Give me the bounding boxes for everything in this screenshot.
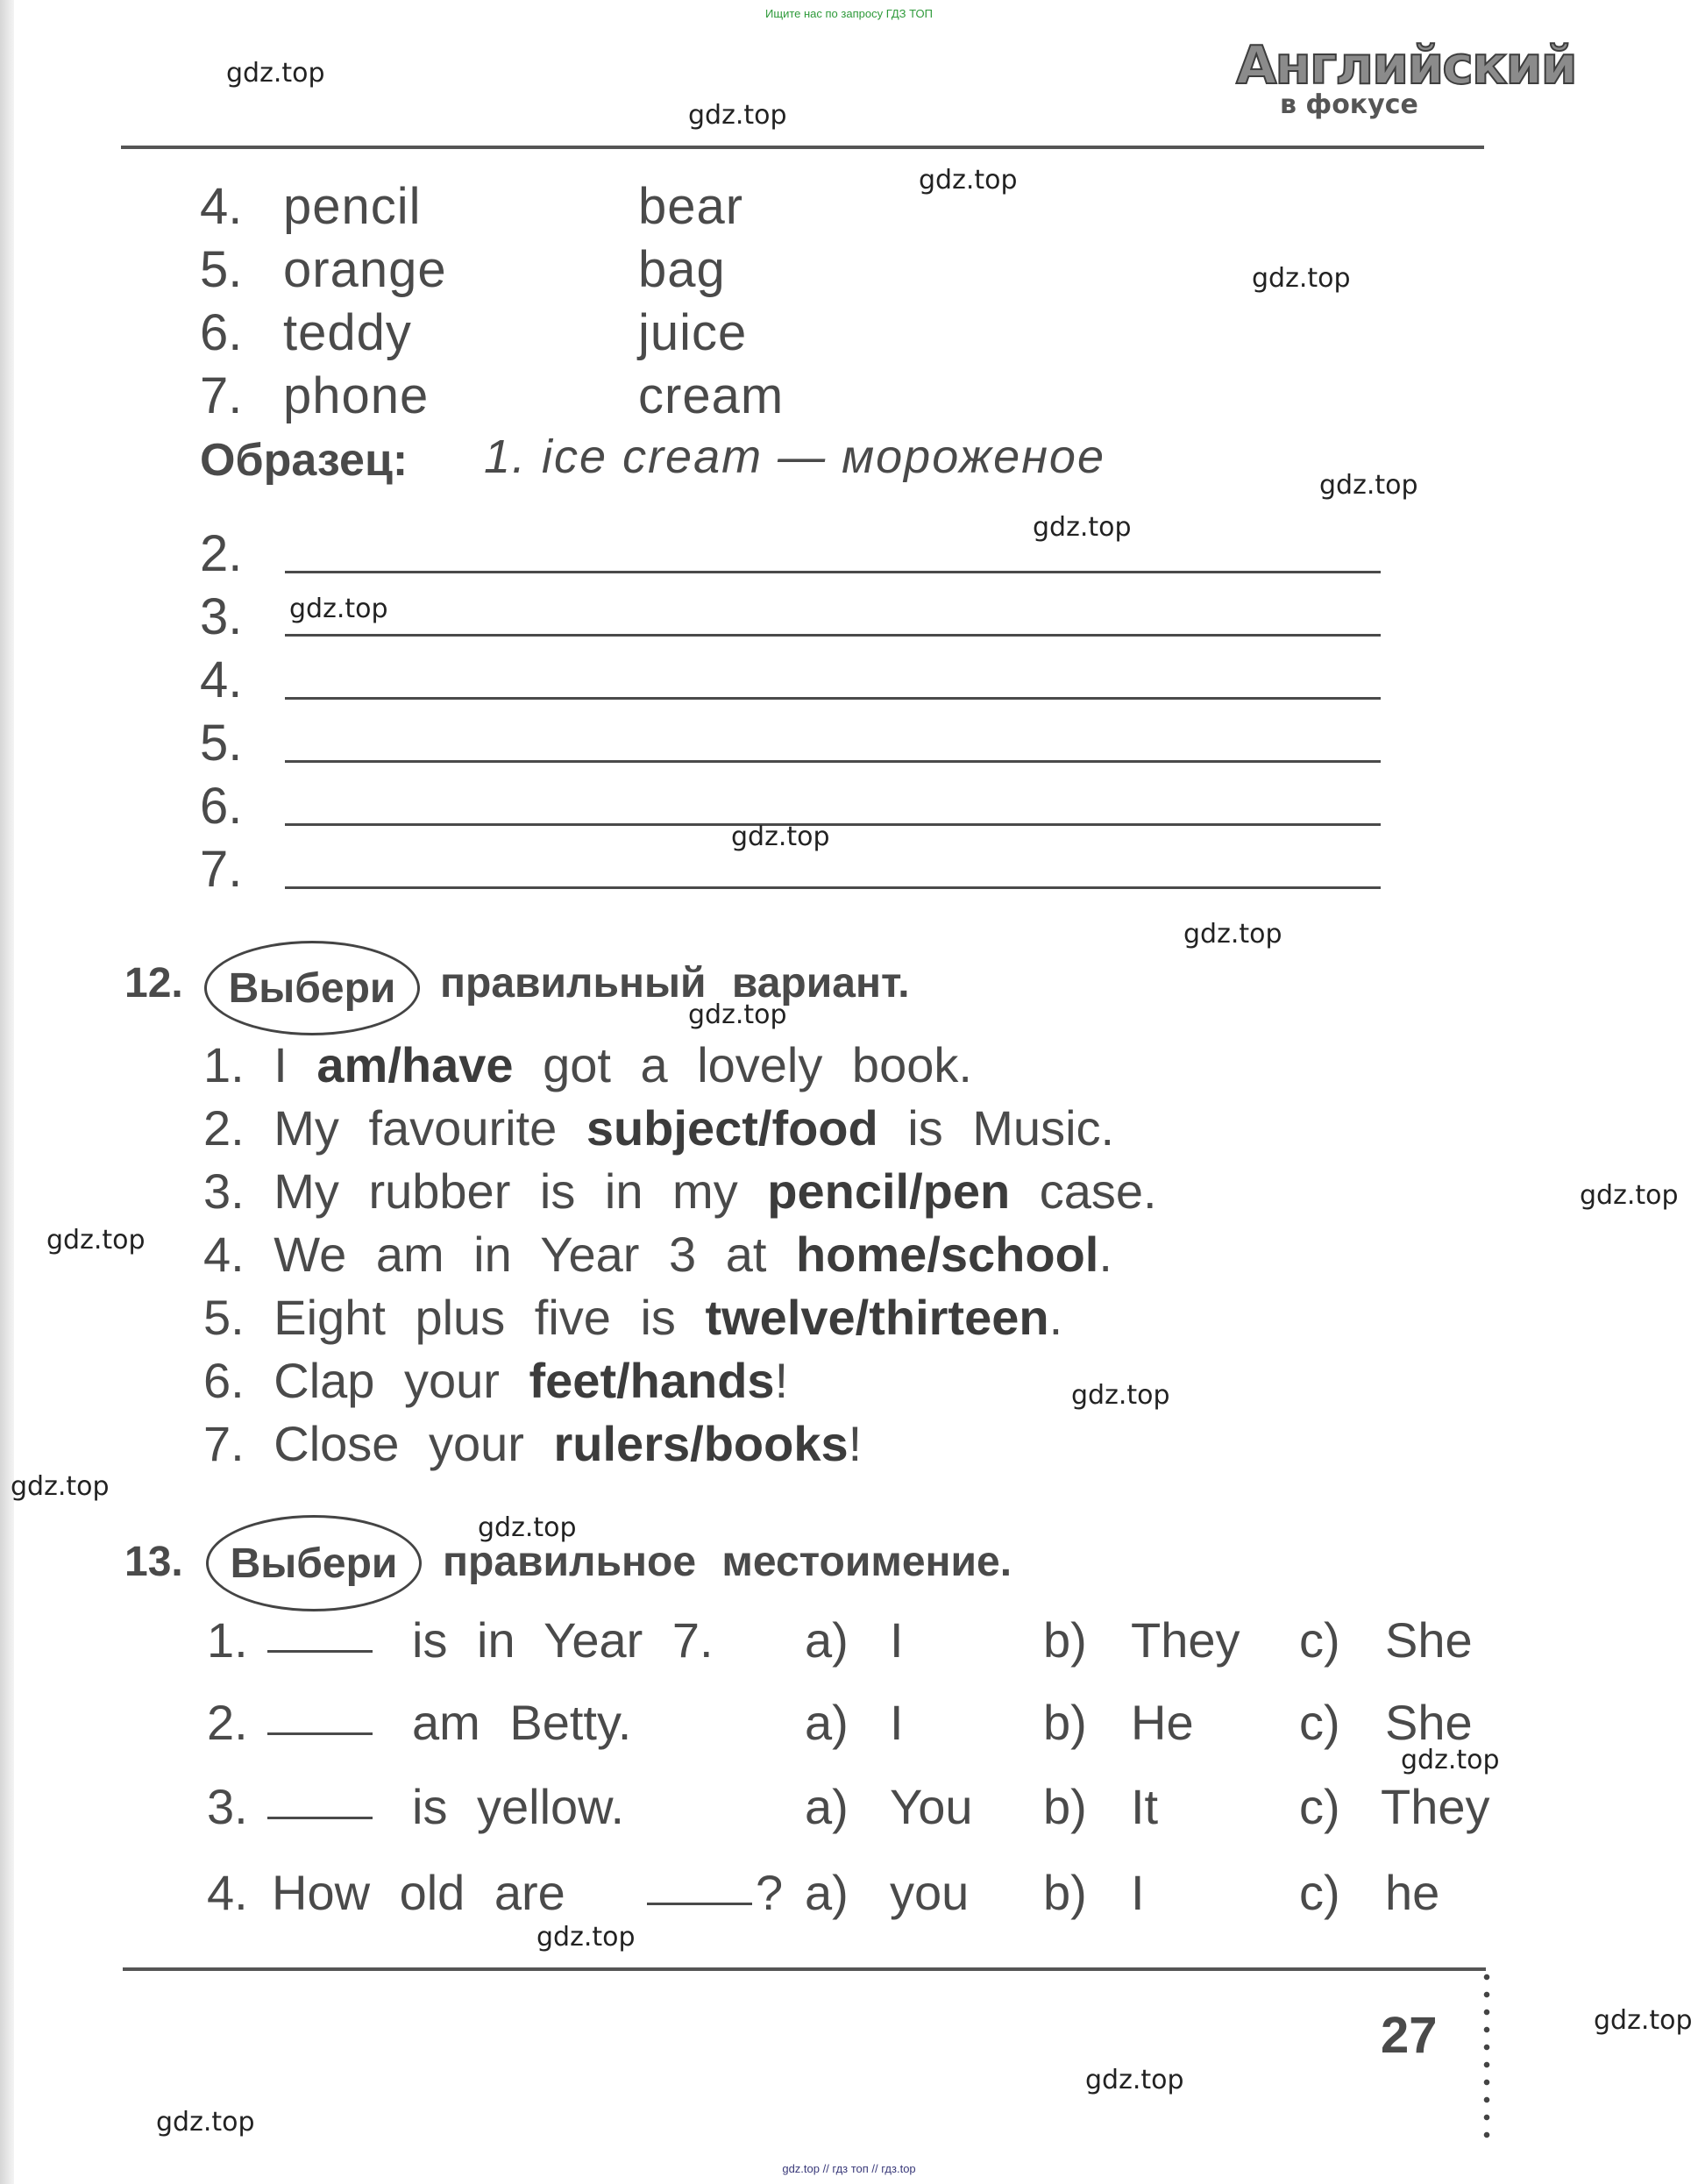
option-a[interactable]: you bbox=[890, 1865, 970, 1920]
choice-options[interactable]: feet/hands bbox=[529, 1353, 775, 1408]
left-word: teddy bbox=[283, 304, 412, 361]
sentence-item bbox=[203, 1415, 862, 1472]
choice-options[interactable]: subject/food bbox=[586, 1100, 878, 1156]
right-word: bag bbox=[638, 241, 726, 298]
row-number: 7. bbox=[200, 367, 243, 424]
item-tail: ? bbox=[756, 1865, 784, 1920]
answer-line[interactable] bbox=[285, 634, 1381, 637]
answer-number: 6. bbox=[200, 778, 243, 835]
left-word: pencil bbox=[283, 178, 422, 235]
sentence-item bbox=[203, 1036, 972, 1093]
option-a[interactable]: You bbox=[890, 1779, 973, 1834]
circled-instruction-word bbox=[204, 941, 420, 1035]
watermark: gdz.top bbox=[1033, 512, 1132, 543]
dotted-edge bbox=[1483, 1968, 1490, 2144]
bottom-banner: gdz.top // гдз топ // гдз.top bbox=[782, 2162, 916, 2175]
option-a-label: a) bbox=[805, 1865, 849, 1920]
watermark: gdz.top bbox=[536, 1922, 636, 1953]
left-word: orange bbox=[283, 241, 447, 298]
watermark: gdz.top bbox=[688, 100, 787, 131]
sentence-number: 6. bbox=[203, 1353, 245, 1408]
circled-word-text: Выбери bbox=[228, 964, 396, 1012]
header-rule bbox=[121, 146, 1484, 149]
item-text: How old are bbox=[272, 1865, 565, 1920]
sentence-item bbox=[203, 1289, 1062, 1346]
right-word: juice bbox=[638, 304, 748, 361]
sentence-after: got a lovely book. bbox=[513, 1037, 972, 1092]
sample-text: 1. ice cream — мороженое bbox=[484, 430, 1105, 483]
option-c[interactable]: he bbox=[1385, 1865, 1440, 1920]
sample-label: Образец: bbox=[200, 435, 409, 486]
sentence-before: My rubber is in my bbox=[274, 1163, 768, 1219]
sentence-after: . bbox=[1098, 1227, 1112, 1282]
option-c-label: c) bbox=[1299, 1779, 1340, 1834]
answer-number: 7. bbox=[200, 841, 243, 898]
watermark: gdz.top bbox=[1319, 470, 1418, 501]
task-title: правильный вариант. bbox=[440, 960, 910, 1007]
option-b-label: b) bbox=[1043, 1779, 1087, 1834]
choice-options[interactable]: twelve/thirteen bbox=[705, 1290, 1049, 1345]
answer-blank[interactable] bbox=[647, 1864, 752, 1910]
choice-options[interactable]: am/have bbox=[316, 1037, 514, 1092]
item-number: 3. bbox=[207, 1779, 248, 1834]
watermark: gdz.top bbox=[1071, 1380, 1170, 1411]
answer-line[interactable] bbox=[285, 823, 1381, 826]
sentence-before: Close your bbox=[274, 1416, 554, 1471]
circled-instruction-word bbox=[206, 1515, 422, 1611]
option-b[interactable]: I bbox=[1131, 1865, 1145, 1920]
option-b[interactable]: He bbox=[1131, 1695, 1194, 1750]
option-a-label: a) bbox=[805, 1612, 849, 1668]
watermark: gdz.top bbox=[11, 1471, 110, 1502]
sentence-after: ! bbox=[774, 1353, 789, 1408]
sentence-number: 4. bbox=[203, 1227, 245, 1282]
right-word: cream bbox=[638, 367, 785, 424]
answer-blank[interactable] bbox=[267, 1611, 373, 1657]
option-c[interactable]: She bbox=[1385, 1695, 1473, 1750]
option-c-label: c) bbox=[1299, 1695, 1340, 1750]
option-a-label: a) bbox=[805, 1695, 849, 1750]
option-a[interactable]: I bbox=[890, 1695, 904, 1750]
task-number: 13. bbox=[124, 1539, 183, 1585]
watermark: gdz.top bbox=[1580, 1180, 1679, 1211]
task-title: правильное местоимение. bbox=[443, 1539, 1012, 1585]
watermark: gdz.top bbox=[1252, 263, 1351, 294]
option-a-label: a) bbox=[805, 1779, 849, 1834]
answer-line[interactable] bbox=[285, 571, 1381, 573]
option-a[interactable]: I bbox=[890, 1612, 904, 1668]
sentence-after: . bbox=[1048, 1290, 1063, 1345]
task-number: 12. bbox=[124, 960, 183, 1007]
sentence-before: I bbox=[274, 1037, 317, 1092]
answer-line[interactable] bbox=[285, 697, 1381, 700]
sentence-before: Clap your bbox=[274, 1353, 529, 1408]
answer-number: 3. bbox=[200, 588, 243, 645]
item-text: am Betty. bbox=[412, 1695, 632, 1750]
answer-number: 4. bbox=[200, 651, 243, 708]
answer-number: 2. bbox=[200, 525, 243, 582]
answer-blank[interactable] bbox=[267, 1694, 373, 1739]
option-b-label: b) bbox=[1043, 1865, 1087, 1920]
footer-rule bbox=[123, 1967, 1486, 1971]
option-c[interactable]: She bbox=[1385, 1612, 1473, 1668]
option-b-label: b) bbox=[1043, 1695, 1087, 1750]
choice-options[interactable]: pencil/pen bbox=[767, 1163, 1011, 1219]
sentence-number: 3. bbox=[203, 1163, 245, 1219]
option-c-label: c) bbox=[1299, 1612, 1340, 1668]
answer-line[interactable] bbox=[285, 886, 1381, 889]
watermark: gdz.top bbox=[919, 165, 1018, 196]
circled-word-text: Выбери bbox=[230, 1540, 398, 1587]
watermark: gdz.top bbox=[1085, 2065, 1184, 2095]
sentence-before: My favourite bbox=[274, 1100, 586, 1156]
sentence-item bbox=[203, 1226, 1112, 1283]
watermark: gdz.top bbox=[688, 1000, 787, 1030]
answer-line[interactable] bbox=[285, 760, 1381, 763]
page-number: 27 bbox=[1381, 2007, 1438, 2064]
book-spine-shadow bbox=[0, 0, 14, 2184]
watermark: gdz.top bbox=[1594, 2005, 1693, 2036]
watermark: gdz.top bbox=[156, 2107, 255, 2138]
top-banner: Ищите нас по запросу ГДЗ ТОП bbox=[765, 7, 933, 20]
watermark: gdz.top bbox=[1401, 1745, 1500, 1775]
watermark: gdz.top bbox=[226, 58, 325, 89]
item-number: 4. bbox=[207, 1865, 248, 1920]
item-number: 2. bbox=[207, 1695, 248, 1750]
choice-options[interactable]: rulers/books bbox=[553, 1416, 849, 1471]
sentence-after: is Music. bbox=[877, 1100, 1115, 1156]
sentence-item bbox=[203, 1352, 788, 1409]
watermark: gdz.top bbox=[46, 1225, 146, 1256]
answer-blank[interactable] bbox=[267, 1778, 373, 1824]
option-b[interactable]: They bbox=[1131, 1612, 1240, 1668]
sentence-number: 1. bbox=[203, 1037, 245, 1092]
row-number: 5. bbox=[200, 241, 243, 298]
choice-options[interactable]: home/school bbox=[795, 1227, 1099, 1282]
sentence-number: 5. bbox=[203, 1290, 245, 1345]
logo-title: Английский bbox=[1236, 35, 1576, 96]
sentence-item bbox=[203, 1163, 1157, 1220]
option-c[interactable]: They bbox=[1381, 1779, 1490, 1834]
option-b-label: b) bbox=[1043, 1612, 1087, 1668]
option-b[interactable]: It bbox=[1131, 1779, 1159, 1834]
answer-number: 5. bbox=[200, 715, 243, 772]
item-text: is yellow. bbox=[412, 1779, 625, 1834]
sentence-after: ! bbox=[848, 1416, 863, 1471]
watermark: gdz.top bbox=[478, 1512, 577, 1543]
left-word: phone bbox=[283, 367, 430, 424]
sentence-number: 7. bbox=[203, 1416, 245, 1471]
item-number: 1. bbox=[207, 1612, 248, 1668]
logo-subtitle: в фокусе bbox=[1280, 89, 1418, 120]
sentence-number: 2. bbox=[203, 1100, 245, 1156]
row-number: 4. bbox=[200, 178, 243, 235]
option-c-label: c) bbox=[1299, 1865, 1340, 1920]
watermark: gdz.top bbox=[731, 822, 830, 852]
sentence-before: Eight plus five is bbox=[274, 1290, 706, 1345]
row-number: 6. bbox=[200, 304, 243, 361]
watermark: gdz.top bbox=[1183, 919, 1282, 950]
right-word: bear bbox=[638, 178, 744, 235]
sentence-before: We am in Year 3 at bbox=[274, 1227, 796, 1282]
sentence-after: case. bbox=[1010, 1163, 1157, 1219]
sentence-item bbox=[203, 1099, 1114, 1156]
item-text: is in Year 7. bbox=[412, 1612, 714, 1668]
watermark: gdz.top bbox=[289, 594, 388, 624]
